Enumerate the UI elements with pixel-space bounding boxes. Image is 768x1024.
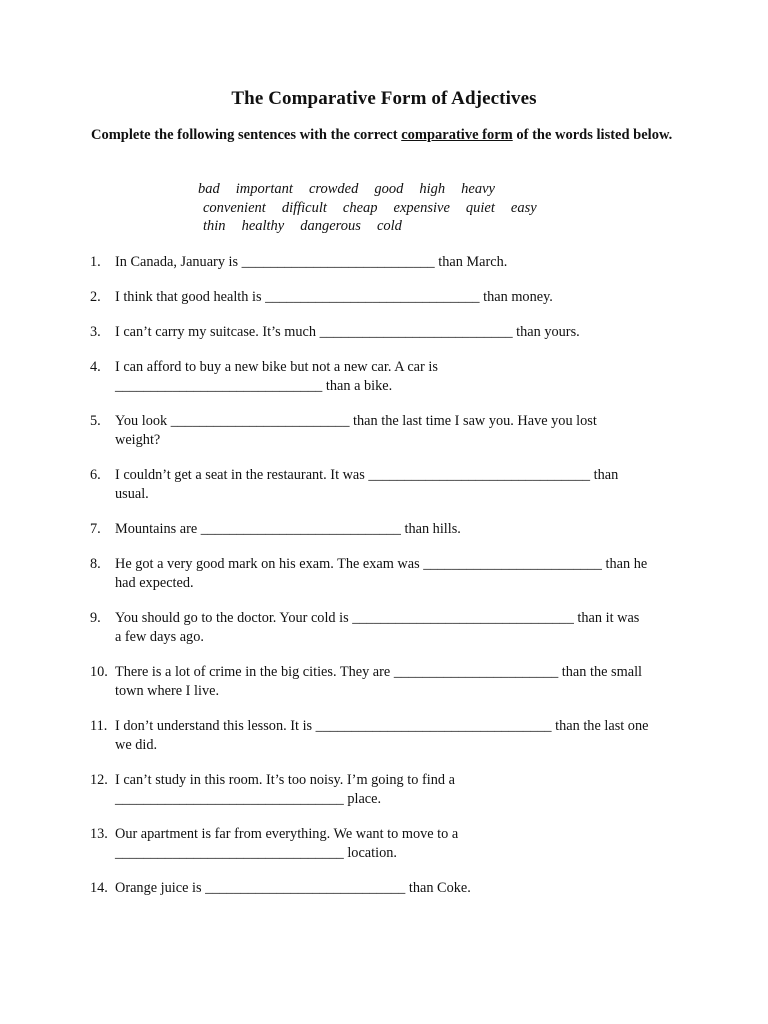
question-text: He got a very good mark on his exam. The exam was _________________________ than he [115, 556, 648, 572]
question-text: You should go to the doctor. Your cold is _______________________________ than it was [115, 610, 640, 626]
question-text: Our apartment is far from everything. We want to move to a [115, 826, 459, 842]
question-item [90, 358, 690, 396]
question-text: I can’t study in this room. It’s too noisy. I’m going to find a [115, 772, 455, 788]
question-item [90, 466, 690, 504]
question-item [90, 412, 690, 450]
question-text: I can’t carry my suitcase. It’s much ___________________________ than yours. [115, 324, 580, 340]
word-bank-row [198, 180, 598, 199]
question-number: 12. [90, 772, 108, 788]
instructions-text-before: Complete the following sentences with the correct [91, 127, 402, 143]
question-item [90, 555, 690, 593]
question-text: There is a lot of crime in the big cities. They are _______________________ than the small [115, 664, 643, 680]
word-bank-word: thin [203, 218, 226, 234]
question-item [90, 323, 690, 342]
question-list [90, 253, 690, 898]
word-bank-word: dangerous [300, 218, 361, 234]
question-text: Mountains are ____________________________ than hills. [115, 521, 461, 537]
question-number: 14. [90, 880, 108, 896]
question-text: I don’t understand this lesson. It is _________________________________ than the last one [115, 718, 649, 734]
question-number: 13. [90, 826, 108, 842]
word-bank-word: expensive [393, 199, 450, 216]
question-text-continued: ________________________________ place. [115, 791, 382, 807]
question-number: 1. [90, 254, 101, 270]
word-bank-word: good [374, 181, 404, 197]
word-bank-word: quiet [465, 199, 495, 216]
instructions-text-after: of the words listed below. [512, 127, 673, 143]
question-text-continued: _____________________________ than a bike. [115, 378, 393, 394]
word-bank-word: heavy [461, 181, 495, 197]
page-title: The Comparative Form of Adjectives [231, 88, 537, 109]
question-number: 9. [90, 610, 101, 626]
word-bank-word: difficult [281, 199, 327, 216]
word-bank-row [198, 217, 598, 236]
question-number: 7. [90, 521, 101, 537]
instructions-underlined: comparative form [401, 127, 513, 143]
word-bank-word: easy [510, 199, 537, 216]
question-text: You look _________________________ than the last time I saw you. Have you lost [115, 413, 597, 429]
question-text-continued: weight? [115, 432, 161, 448]
word-bank [198, 180, 598, 236]
word-bank-word: crowded [308, 181, 359, 197]
question-item [90, 717, 690, 755]
word-bank-row [198, 199, 598, 218]
question-number: 6. [90, 467, 101, 483]
question-text: Orange juice is ____________________________ than Coke. [115, 880, 471, 896]
question-number: 2. [90, 289, 101, 305]
question-item [90, 288, 690, 307]
question-number: 10. [90, 664, 108, 680]
question-text: In Canada, January is ___________________________ than March. [115, 254, 508, 270]
question-text-continued: ________________________________ location. [115, 845, 397, 861]
question-text-continued: we did. [115, 737, 158, 753]
question-text-continued: had expected. [115, 575, 194, 591]
question-text-continued: a few days ago. [115, 629, 204, 645]
word-bank-word: cold [376, 218, 402, 234]
question-text: I can afford to buy a new bike but not a new car. A car is [115, 359, 438, 375]
question-item [90, 520, 690, 539]
question-number: 11. [90, 718, 108, 734]
word-bank-word: bad [198, 181, 220, 197]
word-bank-word: healthy [241, 218, 285, 234]
question-number: 3. [90, 324, 101, 340]
question-item [90, 879, 690, 898]
question-text: I think that good health is ______________________________ than money. [115, 289, 553, 305]
question-text-continued: town where I live. [115, 683, 220, 699]
word-bank-word: high [419, 181, 446, 197]
question-item [90, 663, 690, 701]
instructions [91, 126, 681, 145]
question-number: 8. [90, 556, 101, 572]
question-number: 4. [90, 359, 101, 375]
question-item [90, 609, 690, 647]
word-bank-word: important [235, 181, 293, 197]
question-number: 5. [90, 413, 101, 429]
word-bank-word: convenient [203, 199, 266, 216]
question-text-continued: usual. [115, 486, 149, 502]
word-bank-word: cheap [342, 199, 378, 216]
question-item [90, 253, 690, 272]
question-item [90, 771, 690, 809]
question-item [90, 825, 690, 863]
question-text: I couldn’t get a seat in the restaurant. It was _______________________________ than [115, 467, 619, 483]
